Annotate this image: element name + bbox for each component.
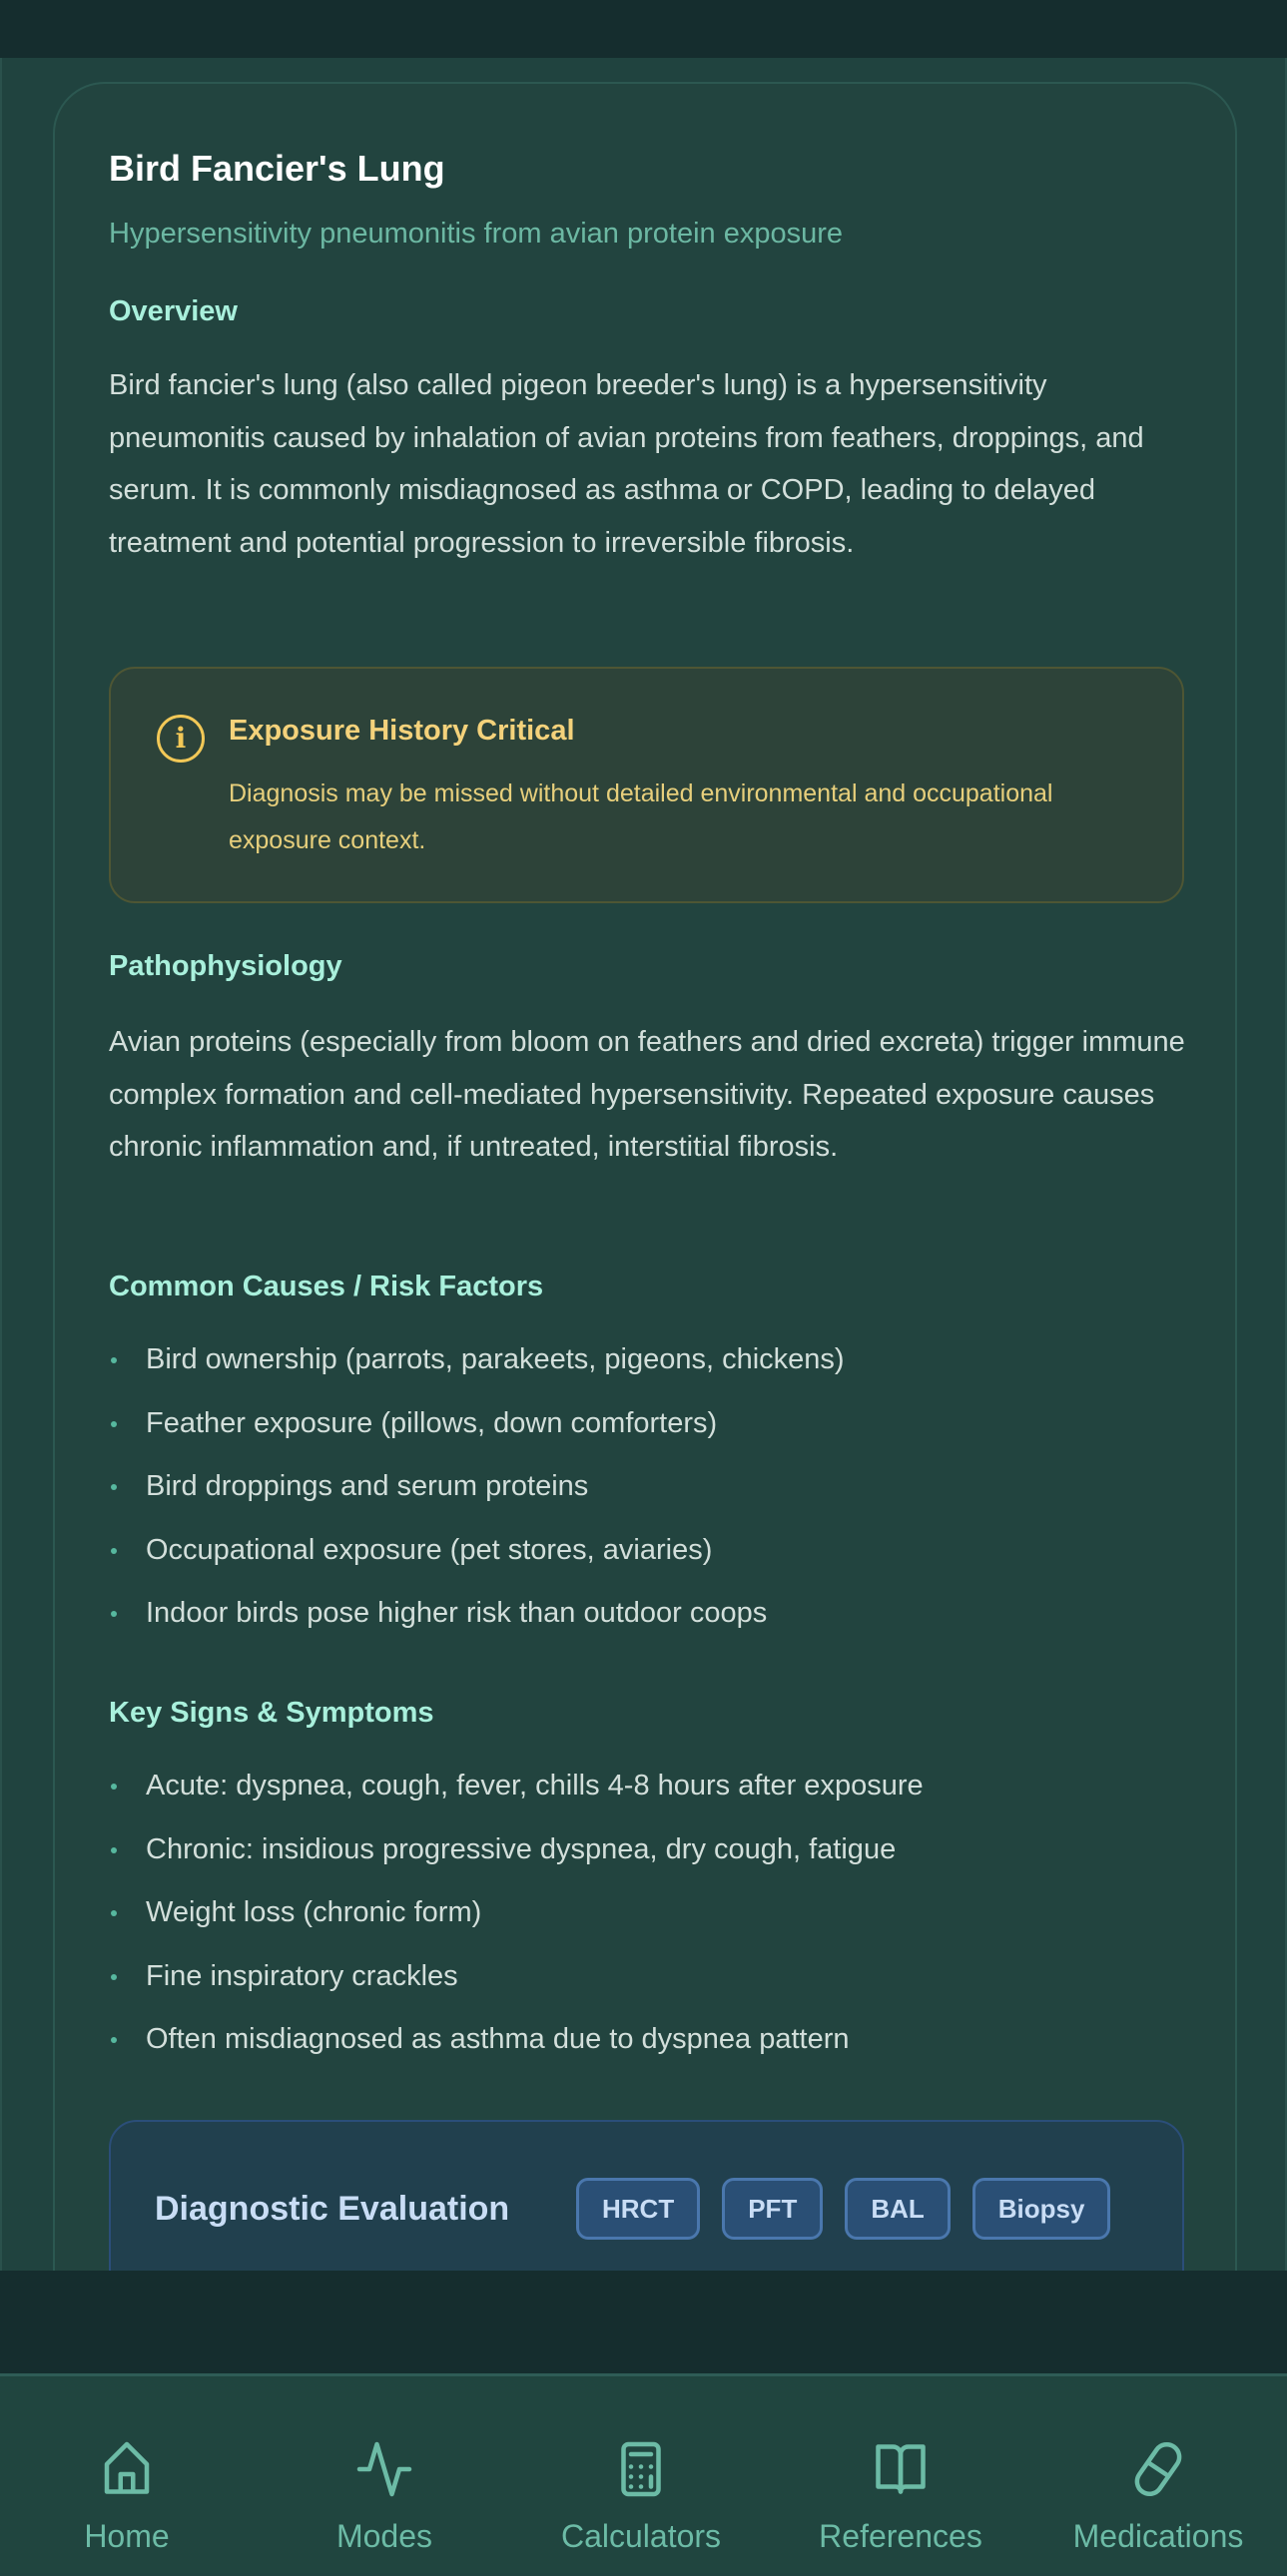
spacer	[0, 2271, 1287, 2373]
causes-list	[109, 1343, 845, 1661]
nav-medications[interactable]	[1038, 2376, 1278, 2576]
diagnostic-heading: Diagnostic Evaluation	[155, 2190, 510, 2228]
alert-title: Exposure History Critical	[229, 715, 575, 747]
causes-heading: Common Causes / Risk Factors	[109, 1271, 544, 1302]
nav-calculators[interactable]	[521, 2376, 761, 2576]
exposure-alert	[109, 667, 1184, 903]
overview-heading: Overview	[109, 295, 238, 327]
diagnostic-evaluation-panel	[109, 2120, 1184, 2271]
calculator-icon	[611, 2438, 671, 2500]
condition-card	[53, 82, 1237, 2271]
status-bar	[0, 0, 1287, 58]
list-item: Bird droppings and serum proteins	[109, 1470, 845, 1534]
chip-pft[interactable]: PFT	[722, 2178, 823, 2240]
chip-bal[interactable]: BAL	[845, 2178, 950, 2240]
book-icon	[871, 2438, 931, 2500]
chip-biopsy[interactable]: Biopsy	[972, 2178, 1111, 2240]
page-subtitle: Hypersensitivity pneumonitis from avian protein exposure	[109, 218, 844, 250]
nav-label: Home	[84, 2518, 170, 2554]
content-scroll-area[interactable]	[0, 58, 1287, 2271]
bottom-nav	[0, 2373, 1287, 2573]
list-item: Indoor birds pose higher risk than outdoor coops	[109, 1597, 845, 1661]
chip-hrct[interactable]: HRCT	[576, 2178, 700, 2240]
nav-label: References	[819, 2518, 982, 2554]
info-icon: i	[157, 715, 205, 763]
list-item: Acute: dyspnea, cough, fever, chills 4-8 hours after exposure	[109, 1770, 924, 1833]
nav-modes[interactable]	[265, 2376, 504, 2576]
list-item: Bird ownership (parrots, parakeets, pigeons, chickens)	[109, 1343, 845, 1407]
home-icon	[97, 2438, 157, 2500]
page-title: Bird Fancier's Lung	[109, 148, 445, 189]
pulse-icon	[354, 2438, 414, 2500]
list-item: Often misdiagnosed as asthma due to dyspnea pattern	[109, 2023, 924, 2087]
list-item: Fine inspiratory crackles	[109, 1960, 924, 2024]
signs-list	[109, 1770, 924, 2087]
nav-label: Medications	[1072, 2518, 1244, 2554]
pathophysiology-text: Avian proteins (especially from bloom on feathers and dried excreta) trigger immune complex formation and cell-mediated hypersensitivity. Repeated exposure causes chronic inflammation and, if untreated, interstitial fibrosis.	[109, 1026, 1185, 1163]
overview-text: Bird fancier's lung (also called pigeon breeder's lung) is a hypersensitivity pneumonitis caused by inhalation of avian proteins from feathers, droppings, and serum. It is commonly misdiagnosed as asthma or COPD, leading to delayed treatment and potential progression to irreversible fibrosis.	[109, 369, 1144, 559]
list-item: Occupational exposure (pet stores, aviaries)	[109, 1534, 845, 1598]
nav-home[interactable]	[7, 2376, 247, 2576]
nav-references[interactable]	[781, 2376, 1020, 2576]
pathophysiology-heading: Pathophysiology	[109, 950, 342, 982]
list-item: Feather exposure (pillows, down comforters)	[109, 1407, 845, 1471]
list-item: Weight loss (chronic form)	[109, 1896, 924, 1960]
nav-label: Calculators	[560, 2518, 722, 2554]
alert-text: Diagnosis may be missed without detailed environmental and occupational exposure context.	[229, 779, 1053, 854]
nav-label: Modes	[335, 2518, 433, 2554]
signs-heading: Key Signs & Symptoms	[109, 1697, 434, 1729]
list-item: Chronic: insidious progressive dyspnea, dry cough, fatigue	[109, 1833, 924, 1897]
pill-icon	[1128, 2438, 1188, 2500]
